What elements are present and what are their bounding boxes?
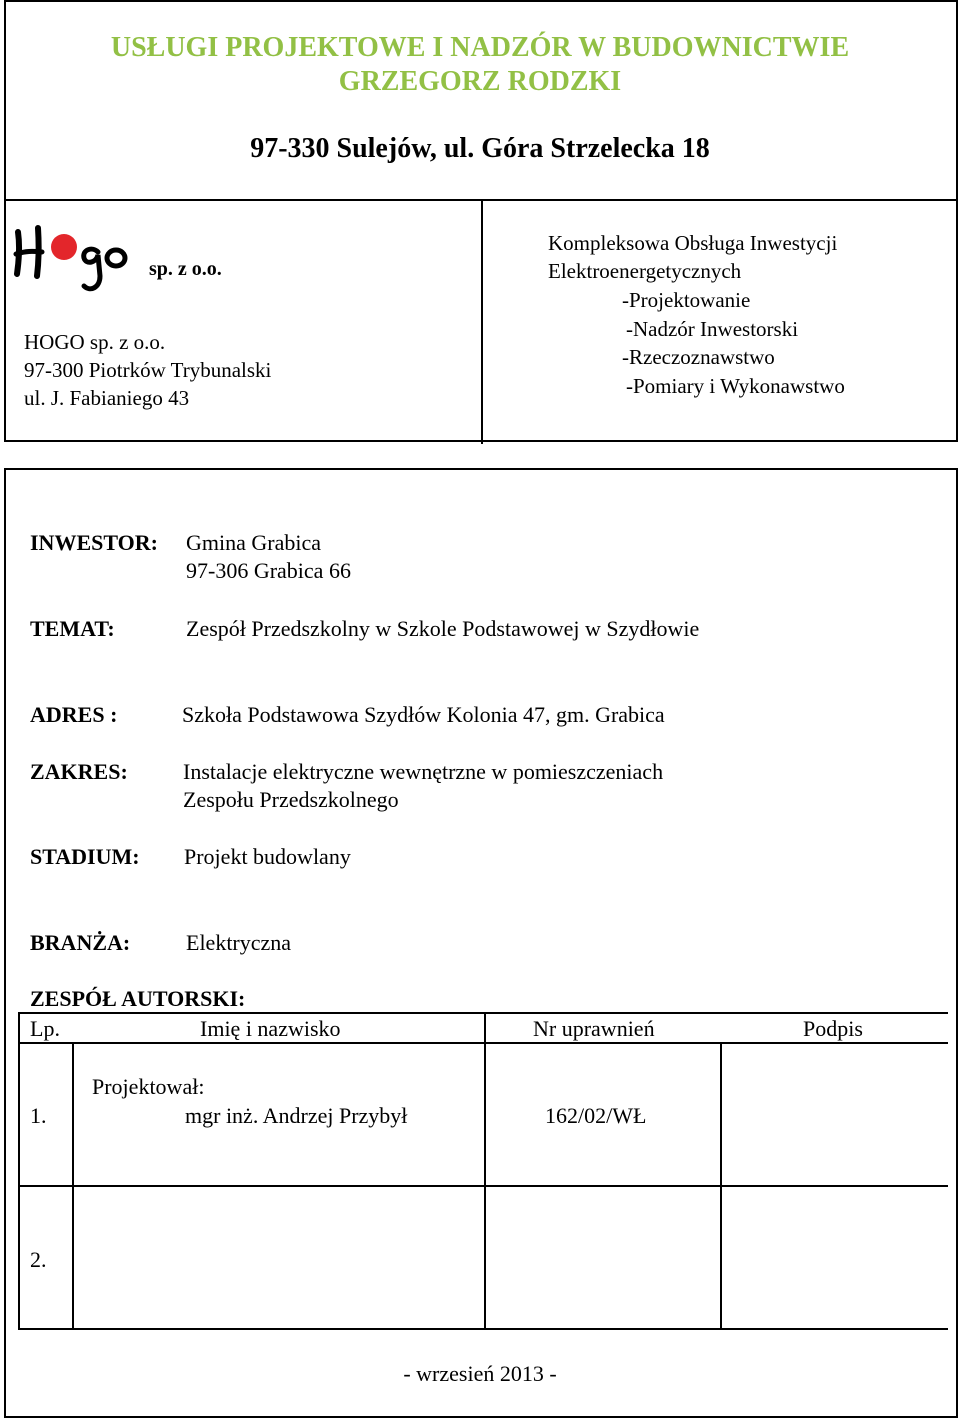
table-row-line <box>18 1185 948 1187</box>
title-page-frame <box>4 468 958 1418</box>
row-license: 162/02/WŁ <box>545 1103 647 1128</box>
table-col-line <box>18 1012 20 1330</box>
scope-value-line1: Instalacje elektryczne wewnętrzne w pomieszczeniach <box>183 759 664 784</box>
column-header: Nr uprawnień <box>533 1016 655 1041</box>
team-label: ZESPÓŁ AUTORSKI: <box>30 986 246 1011</box>
column-header: Lp. <box>30 1016 60 1041</box>
scope-value-line2: Zespołu Przedszkolnego <box>183 787 399 812</box>
document-date: - wrzesień 2013 - <box>403 1361 557 1386</box>
table-bottom-line <box>18 1328 948 1330</box>
company-owner: GRZEGORZ RODZKI <box>338 66 622 97</box>
company-name: HOGO sp. z o.o. <box>24 330 166 354</box>
service-item: -Nadzór Inwestorski <box>626 317 799 341</box>
hogo-logo-mark <box>12 218 137 298</box>
services-line1: Kompleksowa Obsługa Inwestycji <box>548 231 838 255</box>
address-value: Szkoła Podstawowa Szydłów Kolonia 47, gm. Grabica <box>182 702 665 727</box>
investor-label: INWESTOR: <box>30 530 158 555</box>
column-header: Podpis <box>803 1016 863 1041</box>
service-item: -Rzeczoznawstwo <box>622 345 775 369</box>
company-street: ul. J. Fabianiego 43 <box>24 386 190 410</box>
table-col-line <box>72 1042 74 1330</box>
topic-value: Zespół Przedszkolny w Szkole Podstawowej w Szydłowie <box>186 616 700 641</box>
company-city: 97-300 Piotrków Trybunalski <box>24 358 272 382</box>
stage-label: STADIUM: <box>30 844 140 869</box>
investor-name: Gmina Grabica <box>186 530 321 555</box>
branch-value: Elektryczna <box>186 930 292 955</box>
row-number: 1. <box>30 1103 47 1128</box>
address-label: ADRES : <box>30 702 118 727</box>
logo-legal-form: sp. z o.o. <box>149 258 222 280</box>
service-item: -Pomiary i Wykonawstwo <box>626 374 845 398</box>
stage-value: Projekt budowlany <box>184 844 351 869</box>
company-address: 97-330 Sulejów, ul. Góra Strzelecka 18 <box>250 133 710 164</box>
table-col-line <box>720 1042 722 1330</box>
topic-label: TEMAT: <box>30 616 115 641</box>
row-role: Projektował: <box>92 1074 205 1099</box>
scope-label: ZAKRES: <box>30 759 128 784</box>
service-item: -Projektowanie <box>622 288 751 312</box>
table-header-line <box>18 1042 948 1044</box>
company-title: USŁUGI PROJEKTOWE I NADZÓR W BUDOWNICTWIE <box>110 32 850 63</box>
row-name: mgr inż. Andrzej Przybył <box>185 1103 408 1128</box>
branch-label: BRANŻA: <box>30 930 131 955</box>
table-top-line <box>18 1012 948 1014</box>
table-col-line <box>484 1012 486 1330</box>
column-header: Imię i nazwisko <box>200 1016 341 1041</box>
row-number: 2. <box>30 1247 47 1272</box>
services-line2: Elektroenergetycznych <box>548 259 742 283</box>
investor-address: 97-306 Grabica 66 <box>186 558 351 583</box>
hogo-logo <box>12 218 137 298</box>
header-column-divider <box>481 199 483 444</box>
